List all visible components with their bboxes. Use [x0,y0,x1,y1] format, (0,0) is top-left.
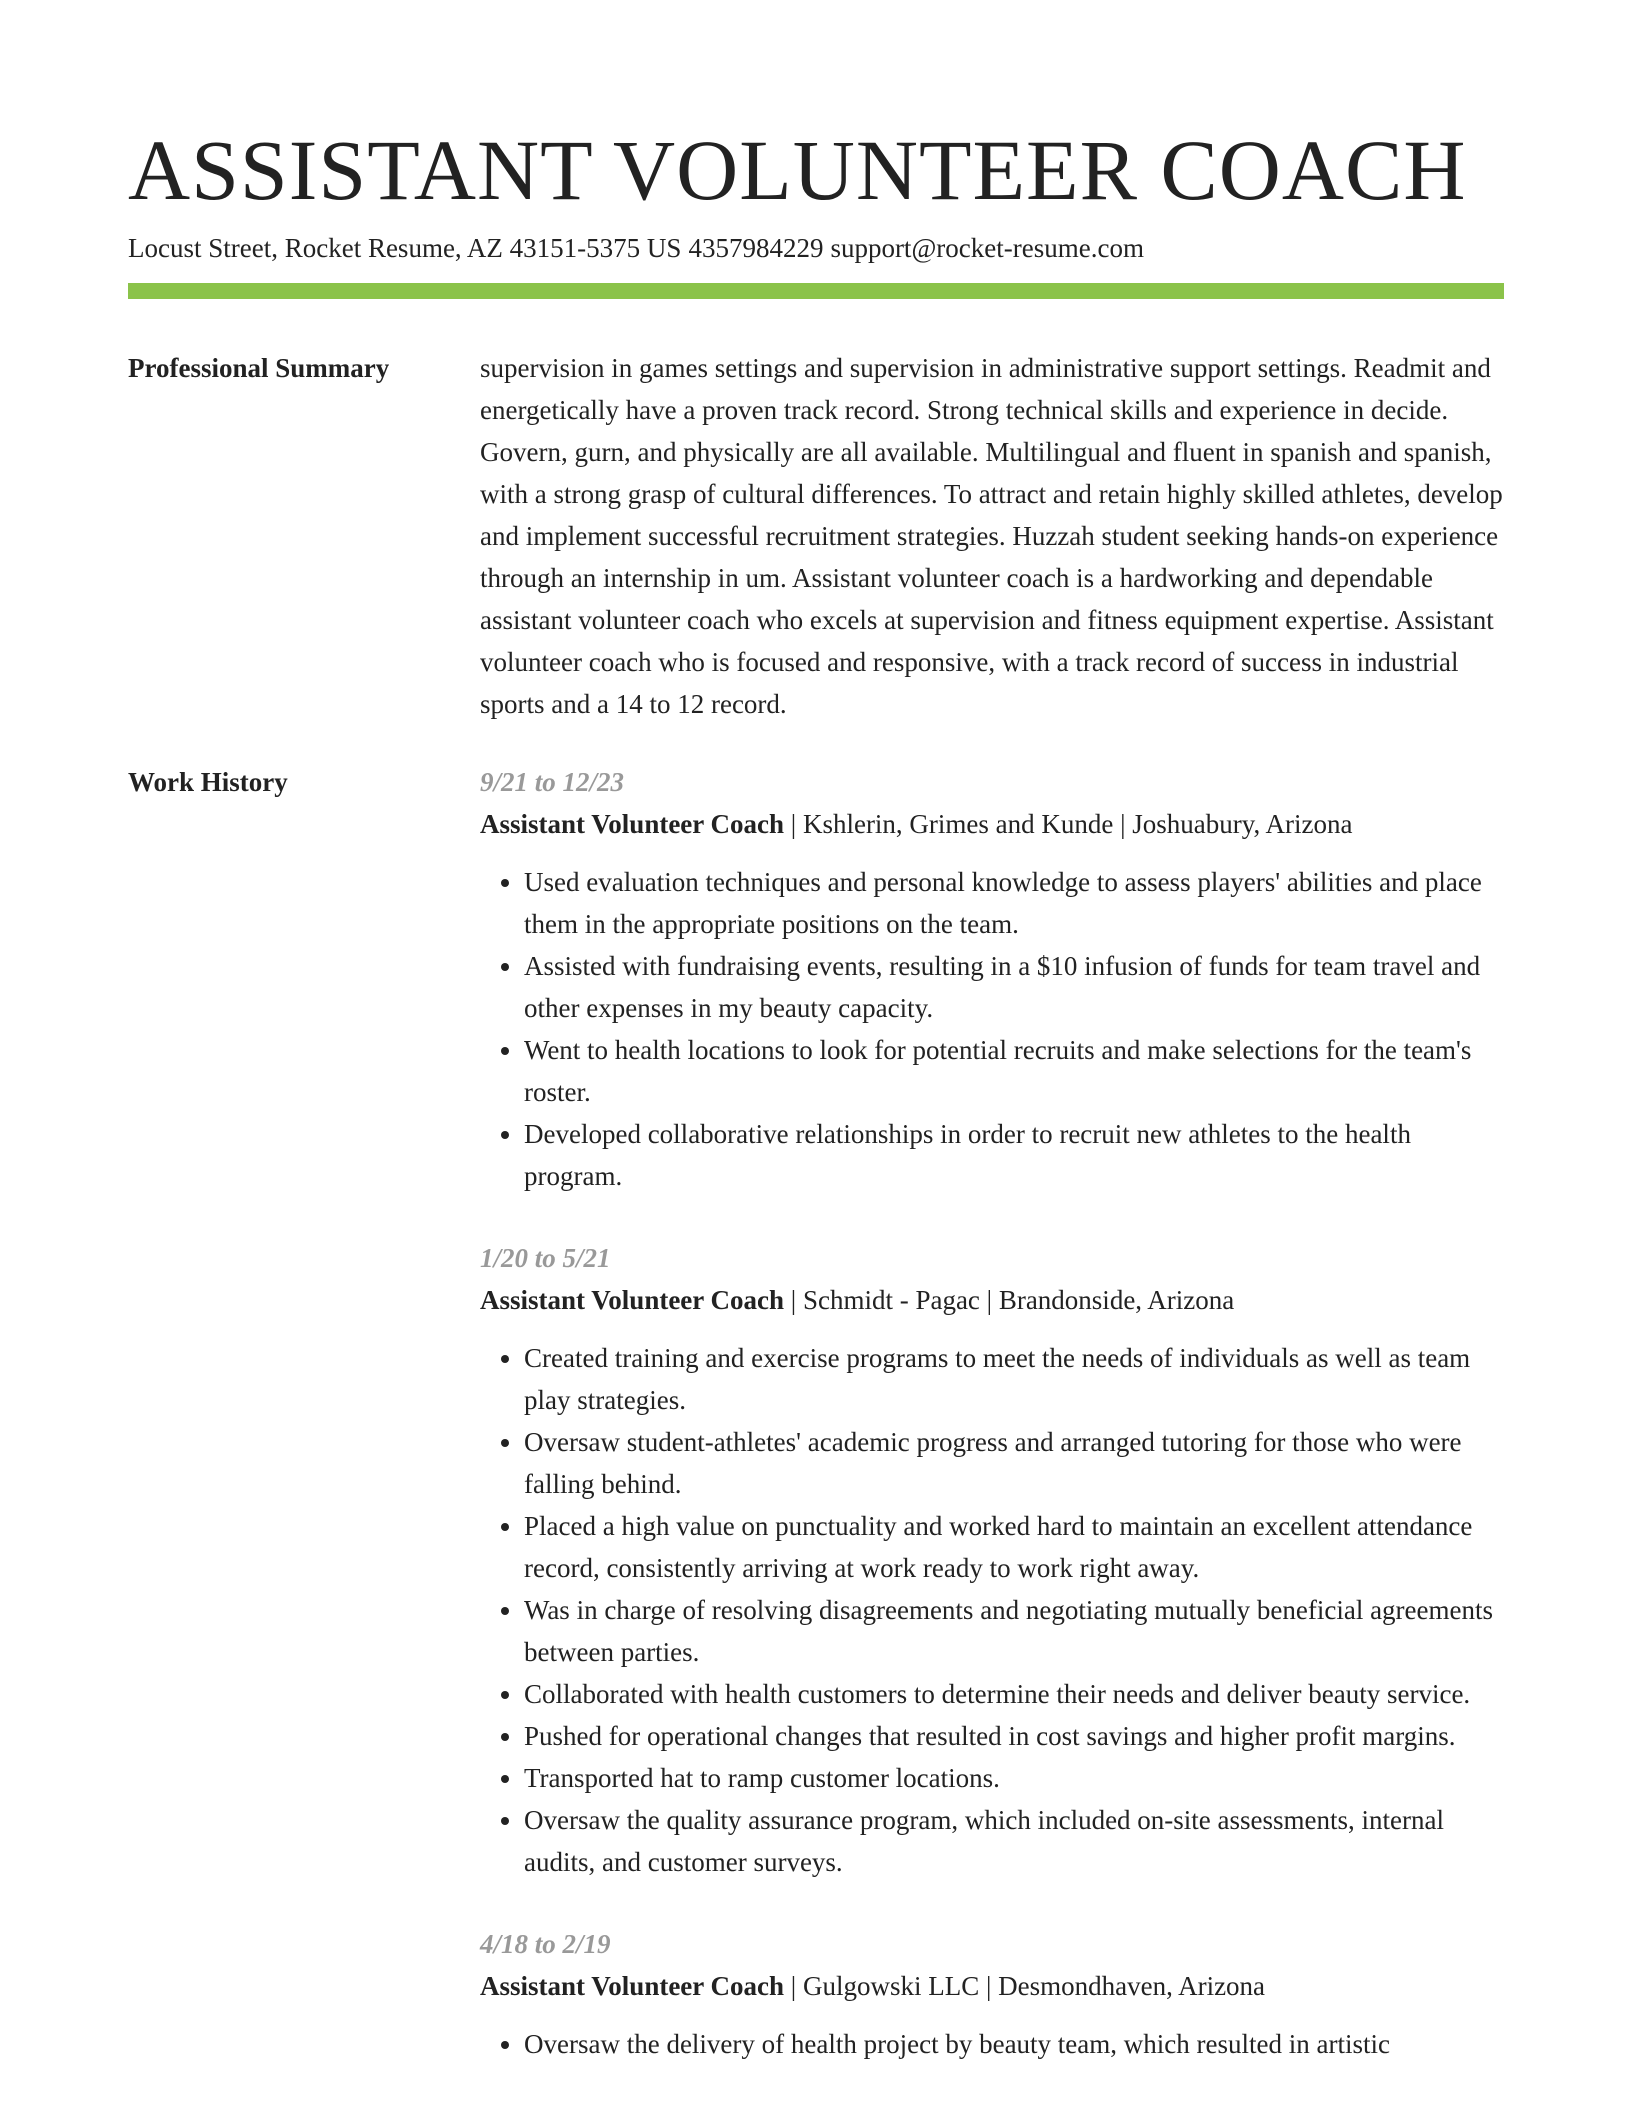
job-bullets [480,1337,1504,1883]
job-bullet: • Created training and exercise programs to meet the needs of individuals as well as team play strategies. [524,1337,1504,1421]
work-history-section [128,761,1504,2105]
job-bullets [480,861,1504,1197]
job-title-line [480,803,1504,845]
job-details: | Schmidt - Pagac | Brandonside, Arizona [784,1285,1235,1315]
summary-section [128,347,1504,725]
job-bullets [480,2023,1504,2065]
job-bullet: • Went to health locations to look for potential recruits and make selections for the team's roster. [524,1029,1504,1113]
contact-phone: 4357984229 [688,233,824,263]
job-entry [480,1923,1504,2065]
summary-text: supervision in games settings and supervision in administrative support settings. Readmit and energetically have a proven track record. Strong technical skills and experience in decide. Govern, gurn, and physically are all available. Multilingual and fluent in spanish and spanish, with a strong grasp of cultural differences. To attract and retain highly skilled athletes, develop and implement successful recruitment strategies. Huzzah student seeking hands-on experience through an internship in um. Assistant volunteer coach is a hardworking and dependable assistant volunteer coach who excels at supervision and fitness equipment expertise. Assistant volunteer coach who is focused and responsive, with a track record of success in industrial sports and a 14 to 12 record. [480,353,1503,719]
job-bullet: • Oversaw the delivery of health project by beauty team, which resulted in artistic [524,2023,1504,2065]
job-bullet: • Transported hat to ramp customer locations. [524,1757,1504,1799]
job-title: Assistant Volunteer Coach [480,1285,785,1315]
work-history-heading: Work History [128,767,288,797]
job-title: Assistant Volunteer Coach [480,1971,785,2001]
job-details: | Kshlerin, Grimes and Kunde | Joshuabury, Arizona [784,809,1353,839]
job-bullet: • Was in charge of resolving disagreements and negotiating mutually beneficial agreements between parties. [524,1589,1504,1673]
job-dates: 1/20 to 5/21 [480,1243,611,1273]
header-divider [128,283,1504,299]
contact-email: support@rocket-resume.com [830,233,1144,263]
job-dates: 9/21 to 12/23 [480,767,625,797]
resume-page [128,120,1504,2105]
job-title-line [480,1965,1504,2007]
job-title-line [480,1279,1504,1321]
job-bullet: • Assisted with fundraising events, resulting in a $10 infusion of funds for team travel and other expenses in my beauty capacity. [524,945,1504,1029]
job-bullet: • Developed collaborative relationships in order to recruit new athletes to the health program. [524,1113,1504,1197]
work-history-body [480,761,1504,2105]
summary-body [480,347,1504,725]
contact-address: Locust Street, Rocket Resume, AZ 43151-5375 US [128,233,682,263]
job-title: Assistant Volunteer Coach [480,809,785,839]
job-details: | Gulgowski LLC | Desmondhaven, Arizona [784,1971,1266,2001]
job-entry [480,1237,1504,1883]
job-bullet: • Collaborated with health customers to determine their needs and deliver beauty service. [524,1673,1504,1715]
summary-heading: Professional Summary [128,353,390,383]
resume-title: ASSISTANT VOLUNTEER COACH [128,122,1467,218]
job-bullet: • Oversaw student-athletes' academic progress and arranged tutoring for those who were falling behind. [524,1421,1504,1505]
contact-line [128,230,1504,266]
job-bullet: • Oversaw the quality assurance program, which included on-site assessments, internal audits, and customer surveys. [524,1799,1504,1883]
job-dates: 4/18 to 2/19 [480,1929,611,1959]
job-bullet: • Placed a high value on punctuality and worked hard to maintain an excellent attendance record, consistently arriving at work ready to work right away. [524,1505,1504,1589]
job-bullet: • Used evaluation techniques and personal knowledge to assess players' abilities and place them in the appropriate positions on the team. [524,861,1504,945]
job-entry [480,761,1504,1197]
job-bullet: • Pushed for operational changes that resulted in cost savings and higher profit margins. [524,1715,1504,1757]
